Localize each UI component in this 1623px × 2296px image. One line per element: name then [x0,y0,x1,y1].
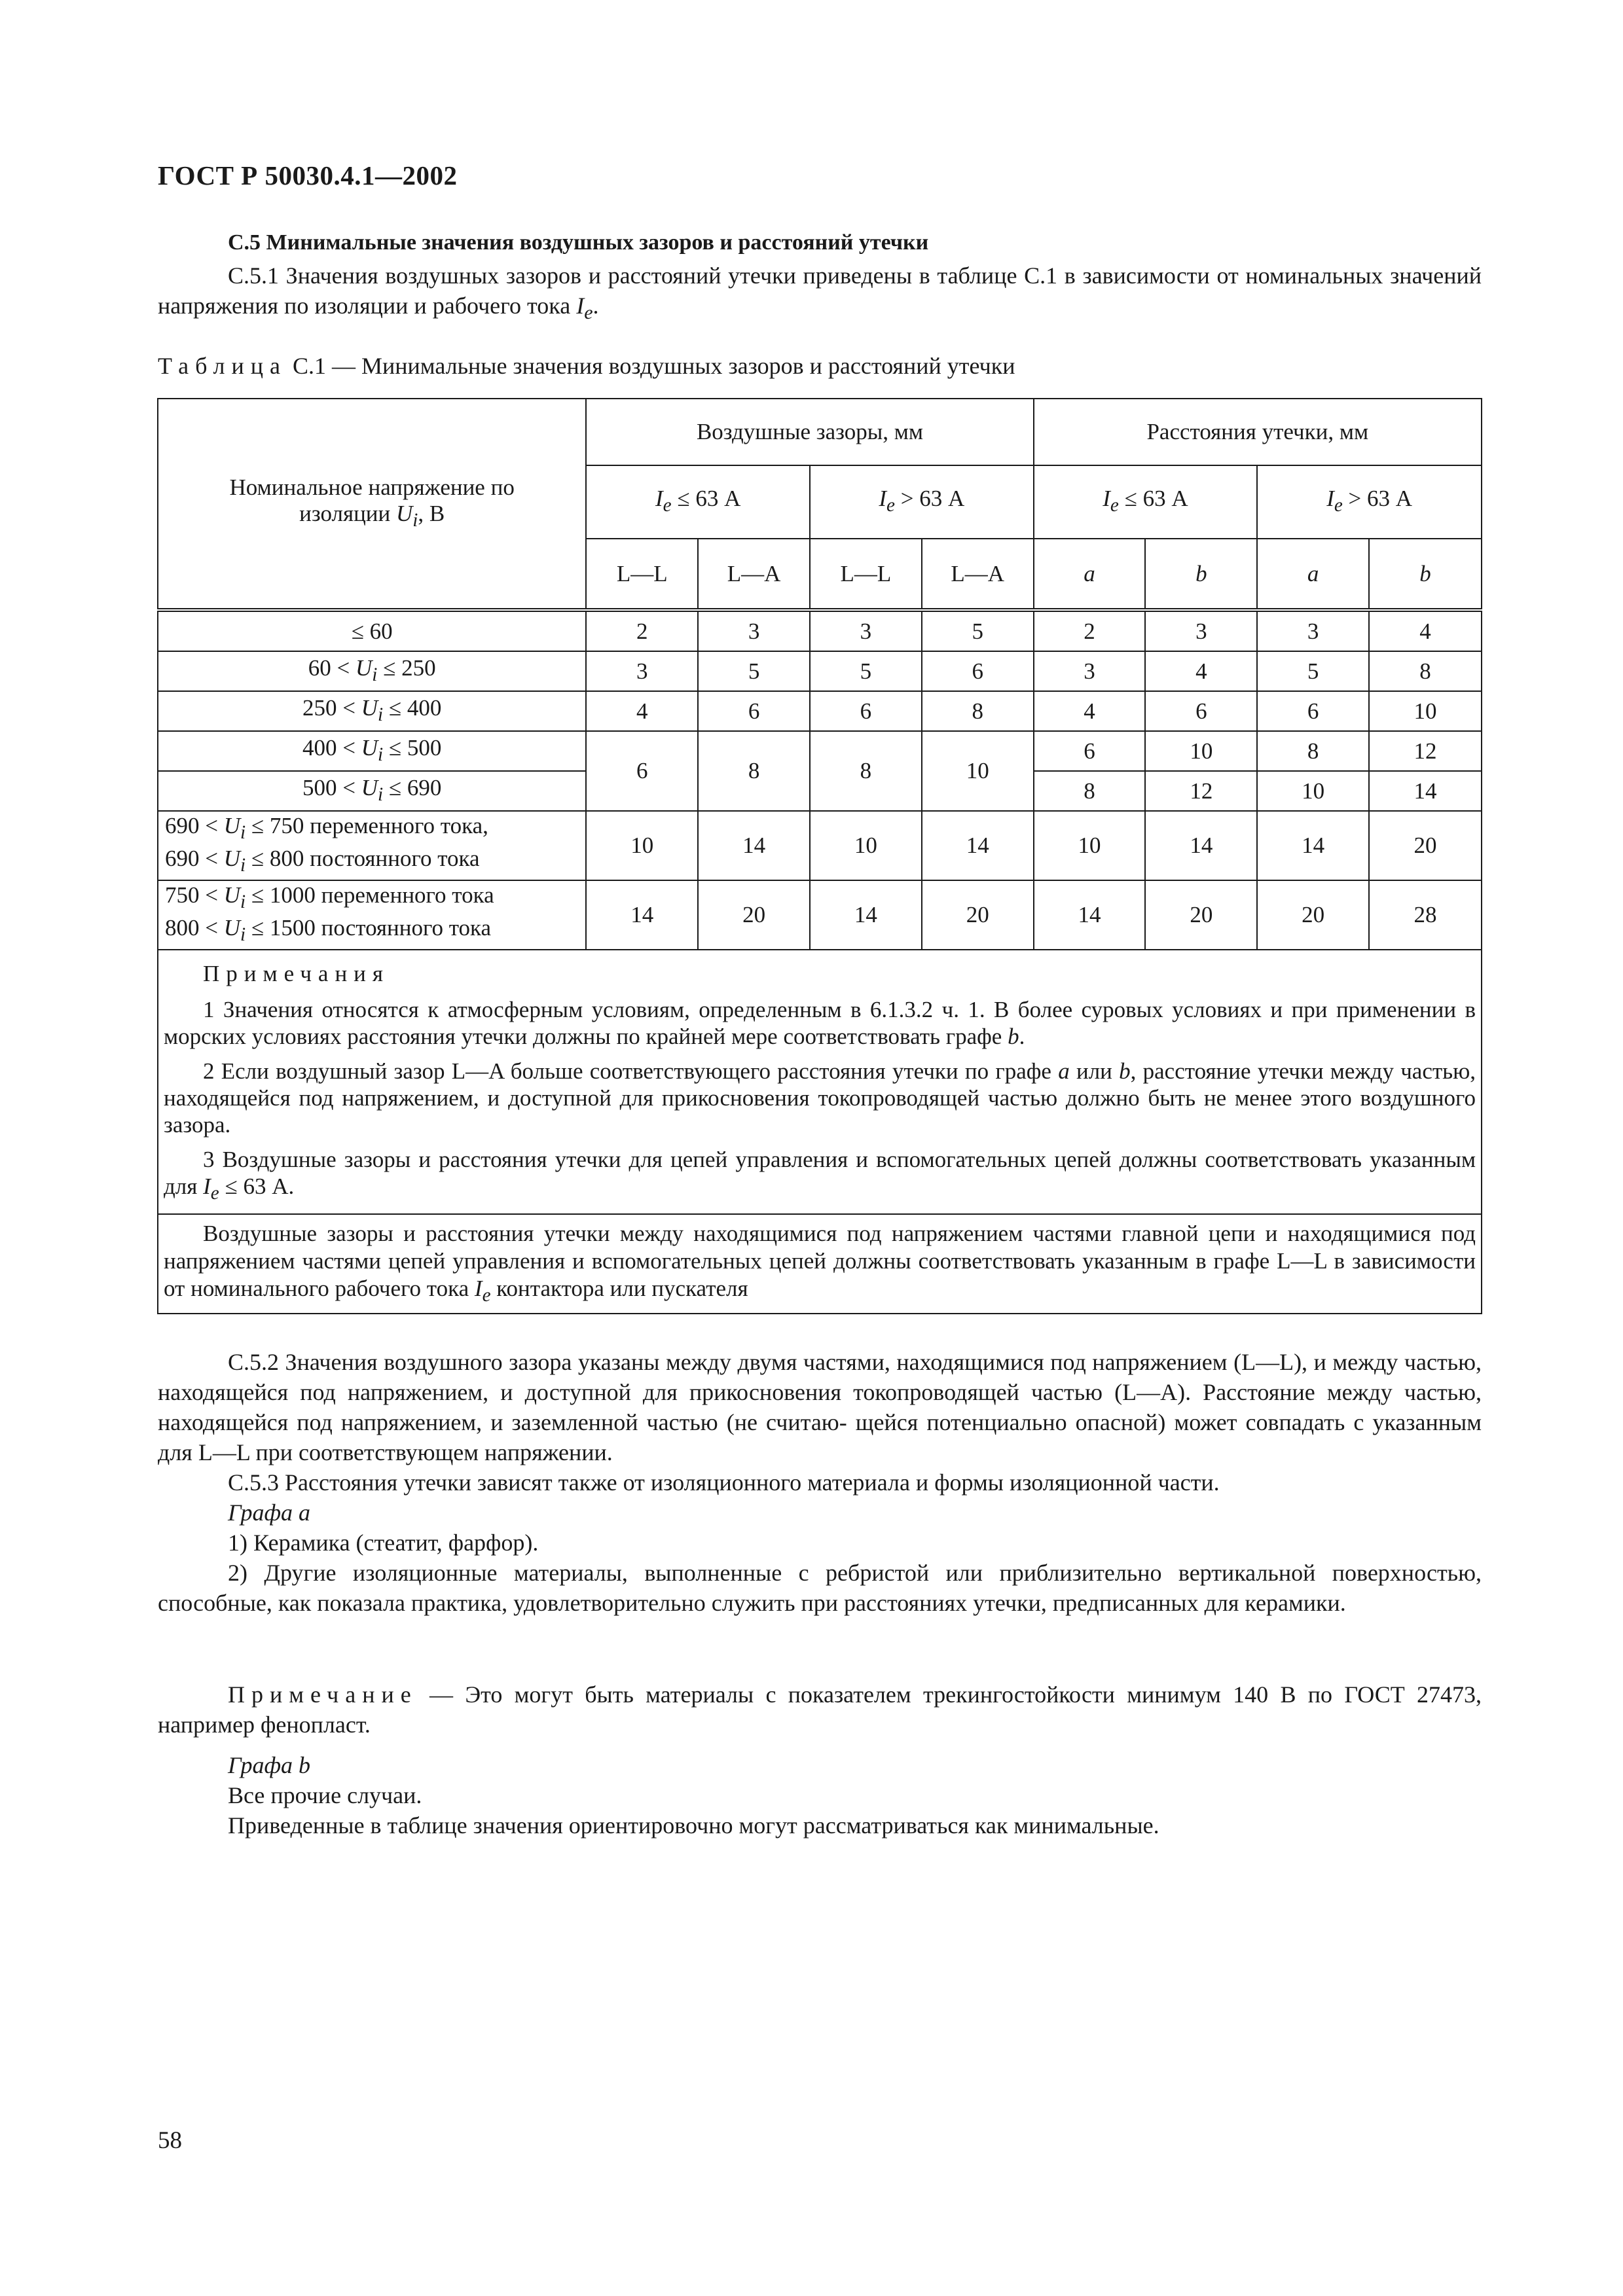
table-cell: 14 [698,811,810,880]
final-sentence [158,1810,1482,1840]
voltage-header-line2: изоляции [299,500,391,526]
table-cell: 12 [1145,771,1257,811]
table-cell: 28 [1369,880,1482,950]
note-2-rest: , расстояние утечки между частью, находящейся под напряжением, и доступной для прикосновения токопроводящей частью должно быть не менее этого воздушного зазора. [164,1058,1476,1138]
note-word: Примечание [228,1681,418,1708]
table-cell: 20 [1145,880,1257,950]
page-number: 58 [158,2127,182,2154]
table-cell-merged: 8 [810,731,922,811]
row-label-post: ≤ 1000 переменного тока [251,882,494,908]
grafa-a-heading [158,1498,1482,1528]
air-current-gt-header [810,465,1034,539]
table-cell: 5 [922,610,1034,651]
grafa-b-text: Графа b [228,1752,311,1778]
note-2-ref-b: b [1119,1058,1131,1084]
table-cell: 10 [1257,771,1369,811]
current-sub: e [1110,495,1119,516]
current-le: ≤ 63 А [1124,486,1188,511]
note-1-ref: b [1008,1024,1019,1049]
row-label [158,691,586,731]
table-cell: 14 [1257,811,1369,880]
row-label-pre: 750 < [165,882,218,908]
list-item-1-text: 1) Керамика (стеатит, фарфор). [228,1530,539,1556]
row-label-pre: 400 < [302,734,356,761]
note-3 [164,1146,1476,1207]
row-label-post: ≤ 800 постоянного тока [251,846,480,871]
table-cell: 5 [810,651,922,691]
c51-text: С.5.1 Значения воздушных зазоров и расстояний утечки приведены в таблице С.1 в зависимости от номинальных значений напряжения по изоляции и рабочего тока [158,262,1482,319]
paragraph-c52 [158,1347,1482,1467]
table-cell: 10 [586,811,698,880]
table-cell: 3 [586,651,698,691]
voltage-sub: i [240,924,246,945]
note-2 [164,1058,1476,1138]
table-cell: 2 [1034,610,1146,651]
c51-end: . [593,293,599,319]
col-header-air-ll-1: L—L [586,539,698,610]
note-2-ref-a: a [1058,1058,1070,1084]
note-2-text: 2 Если воздушный зазор L—A больше соответствующего расстояния утечки по графе [203,1058,1051,1084]
row-label-pre: 690 < [165,846,218,871]
row-label-pre: 800 < [165,915,218,941]
note-text: — Это могут быть материалы с показателем трекингостойкости минимум 140 В по ГОСТ 27473, например фенопласт. [158,1681,1482,1738]
voltage-symbol: U [361,774,378,800]
row-label [158,731,586,771]
table-cell: 8 [1257,731,1369,771]
row-label-pre: 500 < [302,774,356,800]
current-symbol: I [1103,486,1110,511]
table-cell: 6 [1034,731,1146,771]
row-label-post: ≤ 500 [388,734,442,761]
table-cell: 8 [922,691,1034,731]
table-final-note [158,1214,1482,1314]
note-paragraph [158,1679,1482,1740]
row-label [158,651,586,691]
current-symbol: I [1326,486,1334,511]
table-cell: 4 [1145,651,1257,691]
air-current-le-header [586,465,810,539]
note-1-text: 1 Значения относятся к атмосферным условиям, определенным в 6.1.3.2 ч. 1. В более суровых условиях и при применении в морских условиях расстояния утечки должны по крайней мере соответствовать графе [164,997,1476,1049]
table-cell: 6 [698,691,810,731]
voltage-sub: i [372,664,378,685]
table-cell: 10 [1145,731,1257,771]
table-cell: 14 [1145,811,1257,880]
table-cell: 20 [1257,880,1369,950]
other-cases [158,1780,1482,1810]
table-cell: 14 [586,880,698,950]
table-cell: 2 [586,610,698,651]
row-label-pre: 250 < [302,694,356,721]
creep-current-le-header [1034,465,1258,539]
col-header-creep-a-2: a [1257,539,1369,610]
air-gaps-header: Воздушные зазоры, мм [586,399,1033,465]
row-label-post: ≤ 690 [388,774,442,800]
current-symbol: I [474,1276,483,1301]
table-cell: 3 [1257,610,1369,651]
table-cell-merged: 10 [922,731,1034,811]
table-row [158,731,1482,771]
table-row [158,811,1482,880]
voltage-symbol: U [396,500,413,526]
clearance-table [157,398,1482,1314]
current-sub: e [1334,495,1343,516]
note-1-end: . [1019,1024,1025,1049]
table-cell: 6 [922,651,1034,691]
table-cell: 10 [1369,691,1482,731]
final-sentence-text: Приведенные в таблице значения ориентировочно могут рассматриваться как минимальные. [228,1812,1159,1839]
voltage-symbol: U [223,846,241,871]
section-title: С.5 Минимальные значения воздушных зазоров и расстояний утечки [228,230,929,255]
table-cell: 6 [1257,691,1369,731]
col-header-creep-b-2: b [1369,539,1482,610]
final-note-text: Воздушные зазоры и расстояния утечки между находящимися под напряжением частями главной цепи и находящимися под напряжением частями цепей управления и вспомогательных цепей должны соответствовать указанным в графе L—L в зависимости от номинального рабочего тока [164,1221,1476,1301]
row-label: ≤ 60 [158,610,586,651]
table-row [158,691,1482,731]
current-symbol: I [203,1174,211,1199]
c53-text: С.5.3 Расстояния утечки зависят также от изоляционного материала и формы изоляционной части. [228,1469,1220,1496]
row-label-post: ≤ 750 переменного тока, [251,813,488,838]
row-label-pre: 690 < [165,813,218,838]
notes-heading: Примечания [203,961,390,986]
table-cell: 14 [810,880,922,950]
table-cell: 14 [1369,771,1482,811]
list-item-1 [158,1528,1482,1558]
voltage-sub: i [412,509,418,531]
row-label [158,880,586,950]
table-row [158,610,1482,651]
c51-sub: e [584,302,593,324]
row-label [158,811,586,880]
other-cases-text: Все прочие случаи. [228,1782,422,1808]
col-header-air-la-2: L—A [922,539,1034,610]
current-symbol: I [879,486,887,511]
table-cell: 6 [810,691,922,731]
row-label-post: ≤ 1500 постоянного тока [251,915,492,941]
voltage-sub: i [378,783,384,805]
voltage-symbol: U [223,882,241,908]
table-caption [158,352,1015,380]
table-cell: 6 [1145,691,1257,731]
current-gt: > 63 А [1348,486,1413,511]
table-cell: 20 [1369,811,1482,880]
col-header-creep-a-1: a [1034,539,1146,610]
voltage-symbol: U [361,734,378,761]
row-label-post: ≤ 250 [383,655,436,681]
note-3-text: 3 Воздушные зазоры и расстояния утечки для цепей управления и вспомогательных цепей должны соответствовать указанным для [164,1147,1476,1199]
row-label [158,771,586,811]
voltage-symbol: U [361,694,378,721]
final-note-end: контактора или пускателя [496,1276,748,1301]
col-header-creep-b-1: b [1145,539,1257,610]
creepage-header: Расстояния утечки, мм [1034,399,1482,465]
table-caption-text: С.1 — Минимальные значения воздушных зазоров и расстояний утечки [292,353,1015,379]
voltage-header-line1: Номинальное напряжение по [229,474,515,500]
note-2-mid: или [1076,1058,1112,1084]
table-cell-merged: 8 [698,731,810,811]
voltage-sub: i [378,744,384,765]
table-cell: 12 [1369,731,1482,771]
table-notes-row [158,950,1482,1214]
current-le: ≤ 63 А [677,486,741,511]
c51-symbol: I [576,293,585,319]
table-cell: 20 [922,880,1034,950]
current-sub: e [210,1183,219,1204]
col-header-air-ll-2: L—L [810,539,922,610]
voltage-symbol: U [223,915,241,941]
table-final-row [158,1214,1482,1314]
voltage-symbol: U [356,655,373,681]
table-cell: 3 [698,610,810,651]
voltage-header [158,399,586,610]
c52-text: С.5.2 Значения воздушного зазора указаны между двумя частями, находящимися под напряжением (L—L), и между частью, находящейся под напряжением, и доступной для прикосновения токопроводящей частью (L—A). Расстояние между частью, находящейся под напряжением, и заземленной частью (не считаю- щейся потенциально опасной) может совпадать с указанным для L—L при соответствующем напряжении. [158,1349,1482,1465]
note-3-cond: ≤ 63 А. [225,1174,295,1199]
current-sub: e [663,495,672,516]
table-cell: 8 [1369,651,1482,691]
table-cell: 14 [922,811,1034,880]
table-row [158,880,1482,950]
list-item-2-text: 2) Другие изоляционные материалы, выполненные с ребристой или приблизительно вертикальной поверхностью, способные, как показала практика, удовлетворительно служить при расстояниях утечки, предписанных для керамики. [158,1560,1482,1616]
table-cell-merged: 6 [586,731,698,811]
voltage-unit: , В [418,500,445,526]
paragraph-c53 [158,1467,1482,1498]
voltage-symbol: U [223,813,241,838]
table-cell: 4 [1034,691,1146,731]
voltage-sub: i [240,822,246,843]
table-cell: 10 [1034,811,1146,880]
voltage-sub: i [240,855,246,876]
current-sub: e [886,495,895,516]
table-cell: 20 [698,880,810,950]
table-row [158,651,1482,691]
table-cell: 3 [810,610,922,651]
table-caption-word: Таблица [158,353,287,379]
voltage-sub: i [378,704,384,725]
row-label-post: ≤ 400 [388,694,442,721]
table-cell: 5 [1257,651,1369,691]
table-cell: 8 [1034,771,1146,811]
grafa-b-heading [158,1750,1482,1780]
table-cell: 3 [1034,651,1146,691]
table-cell: 3 [1145,610,1257,651]
list-item-2 [158,1558,1482,1618]
table-cell: 4 [1369,610,1482,651]
row-label-pre: 60 < [308,655,350,681]
grafa-a-text: Графа a [228,1499,311,1526]
current-sub: e [482,1285,491,1306]
table-cell: 10 [810,811,922,880]
col-header-air-la-1: L—A [698,539,810,610]
table-cell: 5 [698,651,810,691]
creep-current-gt-header [1257,465,1482,539]
table-cell: 4 [586,691,698,731]
table-cell: 14 [1034,880,1146,950]
current-symbol: I [655,486,663,511]
paragraph-c51 [158,260,1482,328]
current-gt: > 63 А [900,486,965,511]
document-header: ГОСТ Р 50030.4.1—2002 [158,160,458,190]
table-notes [158,950,1482,1214]
voltage-sub: i [240,891,246,912]
note-1 [164,996,1476,1050]
